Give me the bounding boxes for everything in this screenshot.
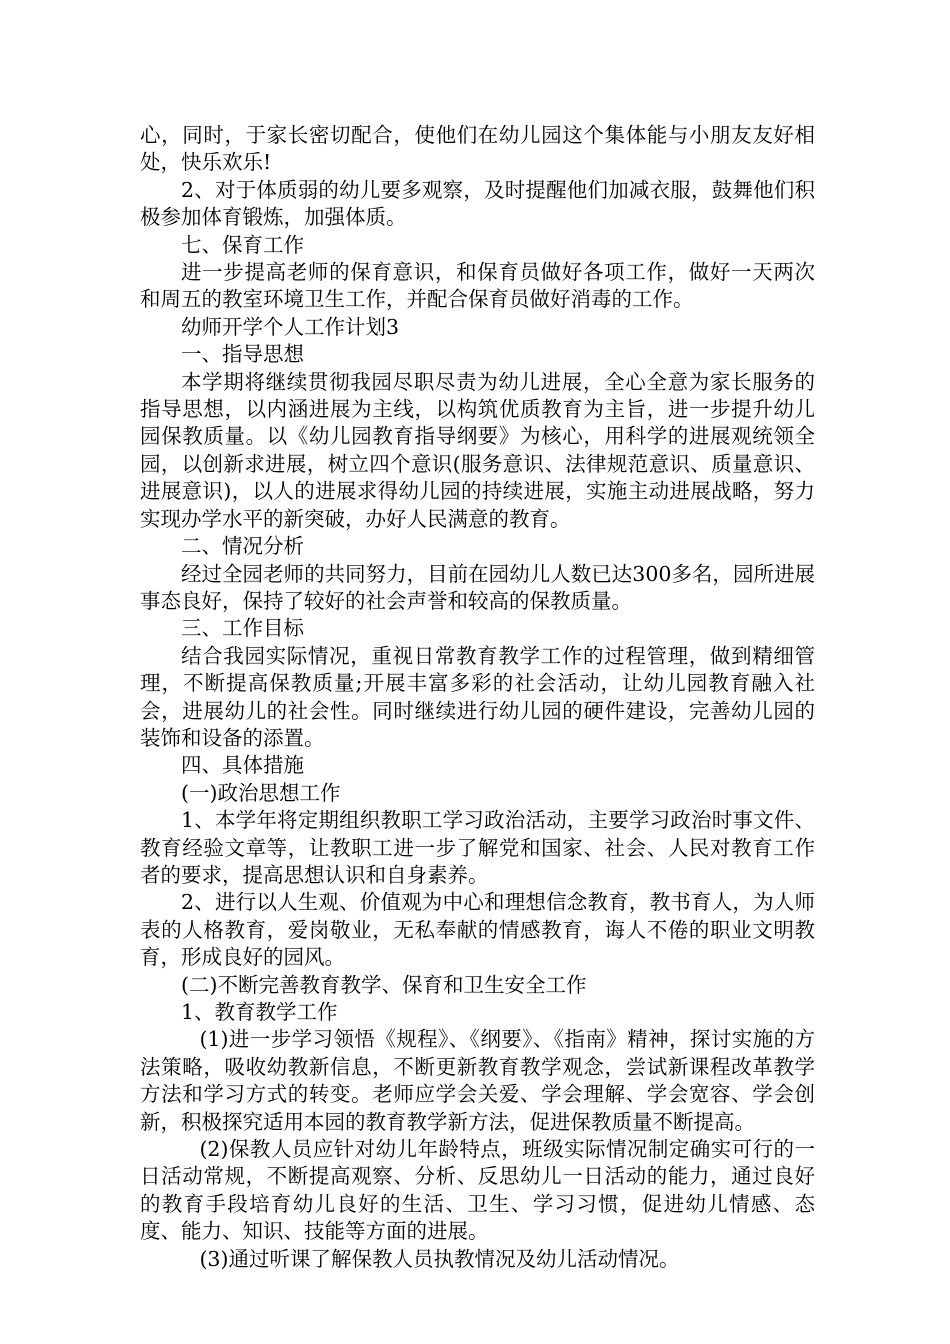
paragraph: 2、对于体质弱的幼儿要多观察，及时提醒他们加减衣服，鼓舞他们积极参加体育锻炼，加强体质。: [140, 177, 815, 230]
section-heading: 四、具体措施: [181, 753, 304, 778]
paragraph: 进一步提高老师的保育意识，和保育员做好各项工作，做好一天两次和周五的教室环境卫生工作，并配合保育员做好消毒的工作。: [140, 260, 815, 312]
paragraph: 心，同时，于家长密切配合，使他们在幼儿园这个集体能与小朋友友好相处，快乐欢乐!: [140, 123, 815, 175]
section-heading: 一、指导思想: [181, 342, 304, 367]
subsection-heading: (二)不断完善教育教学、保育和卫生安全工作: [181, 972, 587, 997]
paragraph: 经过全园老师的共同努力，目前在园幼儿人数已达300多名，园所进展事态良好，保持了较好的社会声誉和较高的保教质量。: [140, 561, 815, 613]
paragraph: 结合我园实际情况，重视日常教育教学工作的过程管理，做到精细管理，不断提高保教质量;开展丰富多彩的社会活动，让幼儿园教育融入社会，进展幼儿的社会性。同时继续进行幼儿园的硬件建设，完善幼儿园的装饰和设备的添置。: [140, 643, 815, 750]
paragraph: (3)通过听课了解保教人员执教情况及幼儿活动情况。: [199, 1246, 680, 1271]
paragraph: 本学期将继续贯彻我园尽职尽责为幼儿进展，全心全意为家长服务的指导思想，以内涵进展为主线，以构筑优质教育为主旨，进一步提升幼儿园保教质量。以《幼儿园教育指导纲要》为核心，用科学的进展观统领全园，以创新求进展，树立四个意识(服务意识、法律规范意识、质量意识、进展意识)，以人的进展求得幼儿园的持续进展，实施主动进展战略，努力实现办学水平的新突破，办好人民满意的教育。: [140, 369, 815, 531]
paragraph: 2、进行以人生观、价值观为中心和理想信念教育，教书育人，为人师表的人格教育，爱岗敬业，无私奉献的情感教育，诲人不倦的职业文明教育，形成良好的园风。: [140, 890, 815, 970]
section-heading: 二、情况分析: [181, 534, 304, 559]
paragraph: 1、本学年将定期组织教职工学习政治活动，主要学习政治时事文件、教育经验文章等，让教职工进一步了解党和国家、社会、人民对教育工作者的要求，提高思想认识和自身素养。: [140, 808, 815, 887]
section-heading: 七、保育工作: [181, 232, 304, 257]
document-title: 幼师开学个人工作计划3: [181, 314, 400, 339]
document-body: [140, 122, 815, 1273]
paragraph: (2)保教人员应针对幼儿年龄特点，班级实际情况制定确实可行的一日活动常规，不断提高观察、分析、反思幼儿一日活动的能力，通过良好的教育手段培育幼儿良好的生活、卫生、学习习惯，促进幼儿情感、态度、能力、知识、技能等方面的进展。: [140, 1137, 815, 1244]
subsection-heading: (一)政治思想工作: [181, 780, 341, 805]
paragraph: (1)进一步学习领悟《规程》、《纲要》、《指南》精神，探讨实施的方法策略，吸收幼教新信息，不断更新教育教学观念，尝试新课程改革教学方法和学习方式的转变。老师应学会关爱、学会理解、学会宽容、学会创新，积极探究适用本园的教育教学新方法，促进保教质量不断提高。: [140, 1027, 815, 1134]
subsection-heading: 1、教育教学工作: [181, 1000, 338, 1024]
section-heading: 三、工作目标: [181, 616, 304, 641]
